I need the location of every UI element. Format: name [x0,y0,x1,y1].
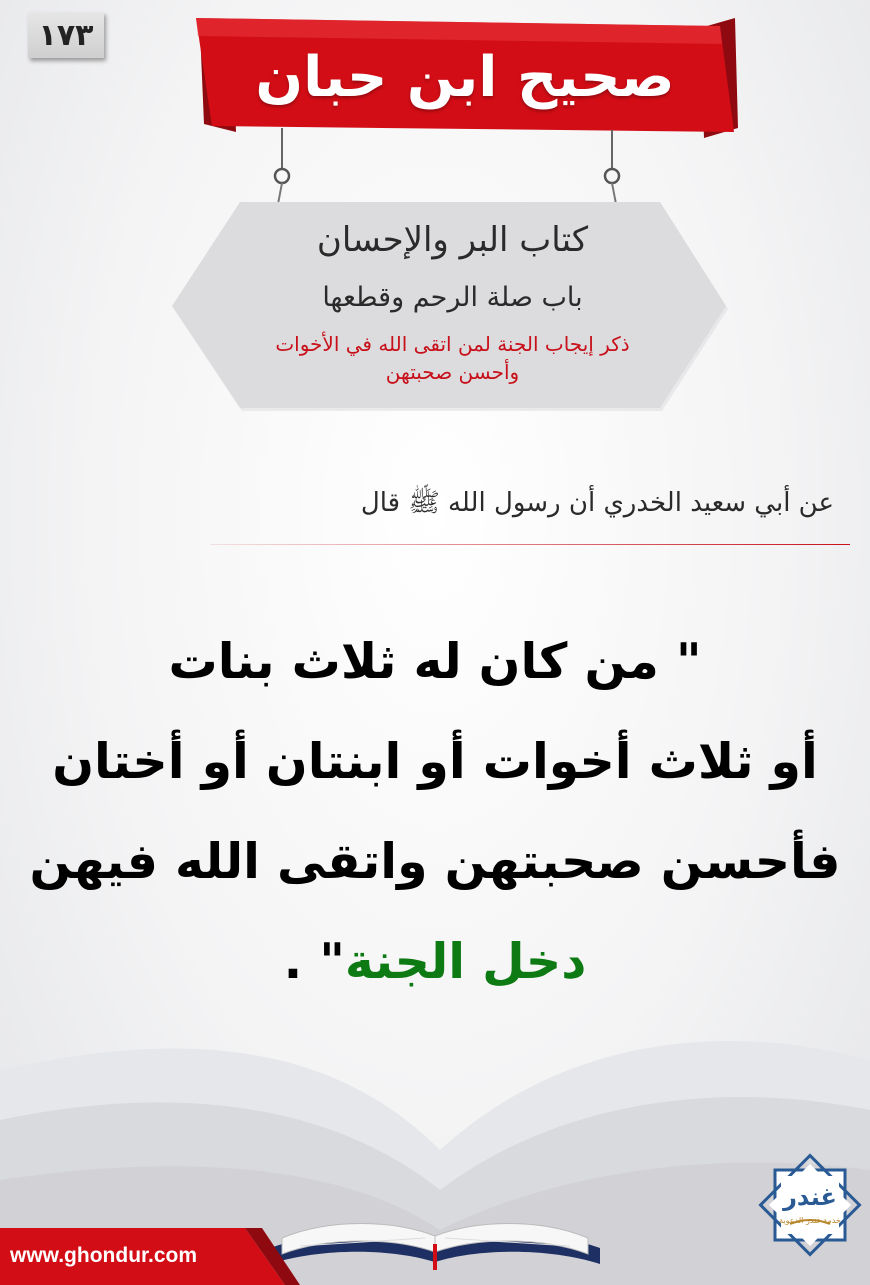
section-line-2: وأحسن صحبتهن [385,360,520,384]
hadith-text [20,612,850,1012]
book-title: كتاب البر والإحسان [316,220,589,260]
right-wire [612,183,616,204]
page-number: ١٧٣ [38,17,94,53]
hadith-line-2: أو ثلاث أخوات أو ابنتان أو أختان [52,733,818,790]
logo-name: غندر [783,1183,837,1211]
hadith-line-4 [20,912,850,1012]
chapter-title: باب صلة الرحم وقطعها [322,282,583,313]
left-wire [278,183,282,204]
section-title [175,330,730,386]
collection-title: صحيح ابن حبان [255,45,675,110]
website-link[interactable]: www.ghondur.com [10,1244,198,1267]
divider-line [210,544,850,545]
hadith-line-3: فأحسن صحبتهن واتقى الله فيهن [29,833,841,890]
right-hook-ring [605,169,619,183]
left-hook-ring [275,169,289,183]
logo-subtitle: خدمة غندر الدعوية [779,1216,841,1225]
section-line-1: ذكر إيجاب الجنة لمن اتقى الله في الأخوات [275,332,630,356]
narrator-line: عن أبي سعيد الخدري أن رسول الله ﷺ قال [360,488,834,518]
hadith-line-1: " من كان له ثلاث بنات [168,633,702,690]
hadith-ending: " . [283,933,345,990]
hadith-highlight: دخل الجنة [344,933,587,990]
